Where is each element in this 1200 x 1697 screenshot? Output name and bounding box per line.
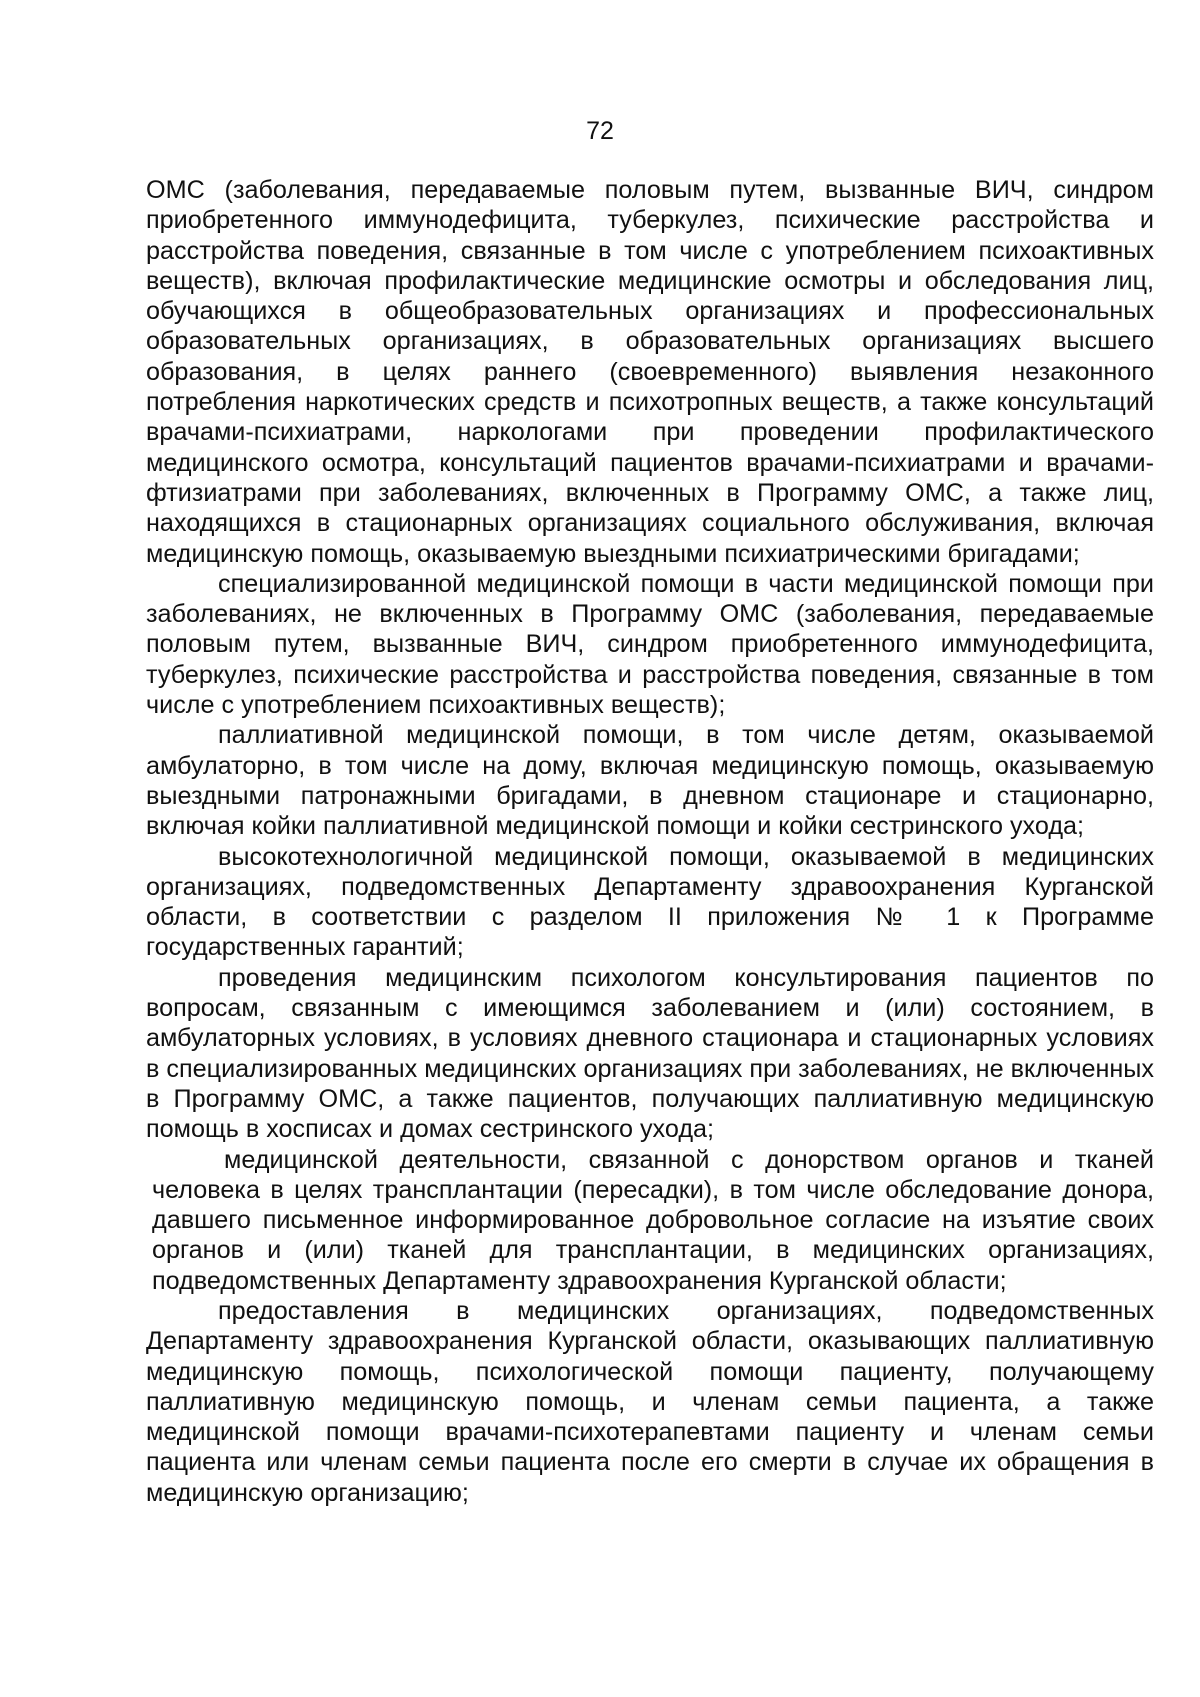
- page-number: 72: [586, 117, 614, 145]
- paragraph-high-tech-care: высокотехнологичной медицинской помощи, оказываемой в медицинских организациях, подведомственных Департаменту здравоохранения Курганской области, в соответствии с разделом II приложения № 1 к Программе государственных гарантий;: [146, 842, 1154, 962]
- paragraph-organ-donation: медицинской деятельности, связанной с донорством органов и тканей человека в целях трансплантации (пересадки), в том числе обследование донора, давшего письменное информированное добровольное согласие на изъятие своих органов и (или) тканей для трансплантации, в медицинских организациях, подведомственных Департаменту здравоохранения Курганской области;: [152, 1145, 1154, 1295]
- paragraph-psychological-help: предоставления в медицинских организациях, подведомственных Департаменту здравоохранения Курганской области, оказывающих паллиативную медицинскую помощь, психологической помощи пациенту, получающему паллиативную медицинскую помощь, и членам семьи пациента, а также медицинской помощи врачами-психотерапевтами пациенту и членам семьи пациента или членам семьи пациента после его смерти в случае их обращения в медицинскую организацию;: [146, 1296, 1154, 1507]
- paragraph-palliative-care: паллиативной медицинской помощи, в том числе детям, оказываемой амбулаторно, в том числе на дому, включая медицинскую помощь, оказываемую выездными патронажными бригадами, в дневном стационаре и стационарно, включая койки паллиативной медицинской помощи и койки сестринского ухода;: [146, 721, 1154, 841]
- document-body: [146, 175, 1154, 1508]
- paragraph-psychologist-counseling: проведения медицинским психологом консультирования пациентов по вопросам, связанным с имеющимся заболеванием и (или) состоянием, в амбулаторных условиях, в условиях дневного стационара и стационарных условиях в специализированных медицинских организациях при заболеваниях, не включенных в Программу ОМС, а также пациентов, получающих паллиативную медицинскую помощь в хосписах и домах сестринского ухода;: [146, 963, 1154, 1144]
- paragraph-specialized-care: специализированной медицинской помощи в части медицинской помощи при заболеваниях, не включенных в Программу ОМС (заболевания, передаваемые половым путем, вызванные ВИЧ, синдром приобретенного иммунодефицита, туберкулез, психические расстройства и расстройства поведения, связанные в том числе с употреблением психоактивных веществ);: [146, 569, 1154, 720]
- paragraph-oms-continuation: ОМС (заболевания, передаваемые половым путем, вызванные ВИЧ, синдром приобретенного иммунодефицита, туберкулез, психические расстройства и расстройства поведения, связанные в том числе с употреблением психоактивных веществ), включая профилактические медицинские осмотры и обследования лиц, обучающихся в общеобразовательных организациях и профессиональных образовательных организациях, в образовательных организациях высшего образования, в целях раннего (своевременного) выявления незаконного потребления наркотических средств и психотропных веществ, а также консультаций врачами-психиатрами, наркологами при проведении профилактического медицинского осмотра, консультаций пациентов врачами-психиатрами и врачами-фтизиатрами при заболеваниях, включенных в Программу ОМС, а также лиц, находящихся в стационарных организациях социального обслуживания, включая медицинскую помощь, оказываемую выездными психиатрическими бригадами;: [146, 176, 1154, 568]
